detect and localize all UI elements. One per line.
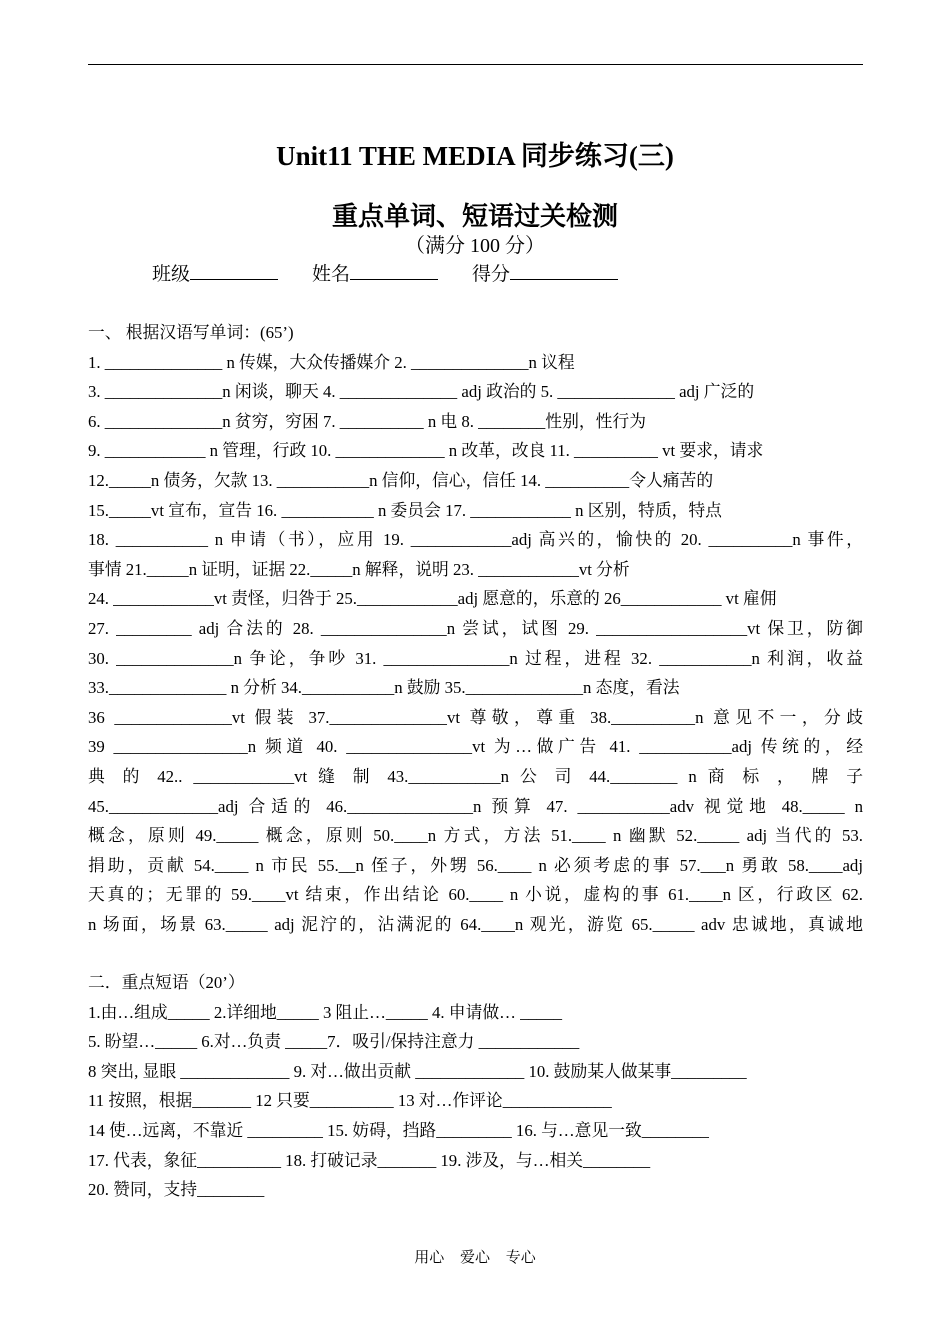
section-phrases	[88, 968, 863, 1205]
name-field[interactable]	[350, 263, 438, 280]
student-info-row	[152, 259, 618, 286]
page-subtitle: 重点单词、短语过关检测	[331, 202, 618, 231]
exercise-line: 8 突出, 显眼 _____________ 9. 对…做出贡献 _____________ 10. 鼓励某人做某事_________	[88, 1061, 747, 1081]
exercise-line: 典 的 42.. ____________vt 缝 制 43.___________n 公 司 44.________ n 商 标 ， 牌 子	[88, 766, 863, 786]
score-label: 得分	[472, 264, 511, 285]
exercise-line: 20. 赞同，支持________	[88, 1180, 265, 1200]
exercise-line: 24. ____________vt 责怪，归咎于 25.____________adj 愿意的，乐意的 26____________ vt 雇佣	[88, 589, 777, 609]
name-label: 姓名	[312, 264, 351, 285]
exercise-line: n 场面，场景 63._____ adj 泥泞的，沾满泥的 64.____n 观光，游览 65._____ adv 忠诚地，真诚地	[88, 914, 863, 934]
exercise-line: 15._____vt 宣布，宣告 16. ___________ n 委员会 17. ____________ n 区别，特质，特点	[88, 500, 722, 520]
exercise-line: 36 ______________vt 假装 37.______________vt 尊敬，尊重 38.__________n 意见不一，分歧	[88, 707, 863, 727]
exercise-line: 27. _________ adj 合法的 28. _______________n 尝试，试图 29. __________________vt 保卫，防御	[88, 618, 863, 638]
exercise-line: 概念，原则 49._____ 概念，原则 50.____n 方式，方法 51.____ n 幽默 52._____ adj 当代的 53.	[88, 826, 863, 846]
class-field[interactable]	[190, 263, 278, 280]
class-label: 班级	[152, 264, 191, 285]
exercise-line: 9. ____________ n 管理，行政 10. _____________ n 改革，改良 11. __________ vt 要求，请求	[88, 441, 764, 461]
exercise-line: 事情 21._____n 证明，证据 22._____n 解释，说明 23. ____________vt 分析	[88, 559, 630, 579]
exercise-line: 12._____n 债务，欠款 13. ___________n 信仰，信心，信任 14. __________令人痛苦的	[88, 470, 714, 490]
exercise-line: 30. ______________n 争论，争吵 31. _______________n 过程，进程 32. ___________n 利润，收益	[88, 648, 863, 668]
exercise-line: 45._____________adj 合适的 46._______________n 预算 47. ___________adv 视觉地 48._____ n	[88, 796, 863, 816]
header-rule	[88, 64, 863, 65]
section-vocabulary	[88, 318, 863, 939]
exercise-line: 6. ______________n 贫穷，穷困 7. __________ n 电 8. ________性别，性行为	[88, 411, 646, 431]
exercise-line: 天真的；无罪的 59.____vt 结束，作出结论 60.____ n 小说，虚构的事 61.____n 区，行政区 62.	[88, 885, 863, 905]
exercise-line: 33.______________ n 分析 34.___________n 鼓励 35.______________n 态度，看法	[88, 678, 680, 698]
exercise-line: 14 使…远离，不靠近 _________ 15. 妨碍，挡路_________ 16. 与…意见一致________	[88, 1120, 709, 1140]
exercise-line: 捐助，贡献 54.____ n 市民 55.__n 侄子，外甥 56.____ n 必须考虑的事 57.___n 勇敢 58.____adj	[88, 855, 863, 875]
exercise-line: 1. ______________ n 传媒，大众传播媒介 2. ______________n 议程	[88, 352, 575, 372]
exercise-line: 1.由…组成_____ 2.详细地_____ 3 阻止…_____ 4. 申请做… _____	[88, 1002, 563, 1022]
page-title: Unit11 THE MEDIA 同步练习(三)	[276, 141, 674, 171]
section-heading: 一、 根据汉语写单词：(65’)	[88, 323, 294, 342]
page-footer: 用心 爱心 专心	[414, 1250, 536, 1266]
exercise-line: 11 按照，根据_______ 12 只要__________ 13 对…作评论_____________	[88, 1091, 612, 1111]
section-heading: 二．重点短语（20’）	[88, 973, 245, 992]
score-field[interactable]	[510, 263, 618, 280]
exercise-line: 3. ______________n 闲谈，聊天 4. ______________ adj 政治的 5. ______________ adj 广泛的	[88, 382, 755, 402]
exercise-line: 5. 盼望…_____ 6.对…负责 _____7．吸引/保持注意力 ____________	[88, 1032, 580, 1052]
exercise-line: 39 ________________n 频道 40. _______________vt 为…做广告 41. ___________adj 传统的，经	[88, 737, 863, 757]
score-note: （满分 100 分）	[405, 235, 545, 257]
exercise-line: 17. 代表，象征__________ 18. 打破记录_______ 19. 涉及，与…相关________	[88, 1150, 651, 1170]
exercise-line: 18. ___________ n 申请（书），应用 19. ____________adj 高兴的，愉快的 20. __________n 事件，	[88, 530, 863, 550]
